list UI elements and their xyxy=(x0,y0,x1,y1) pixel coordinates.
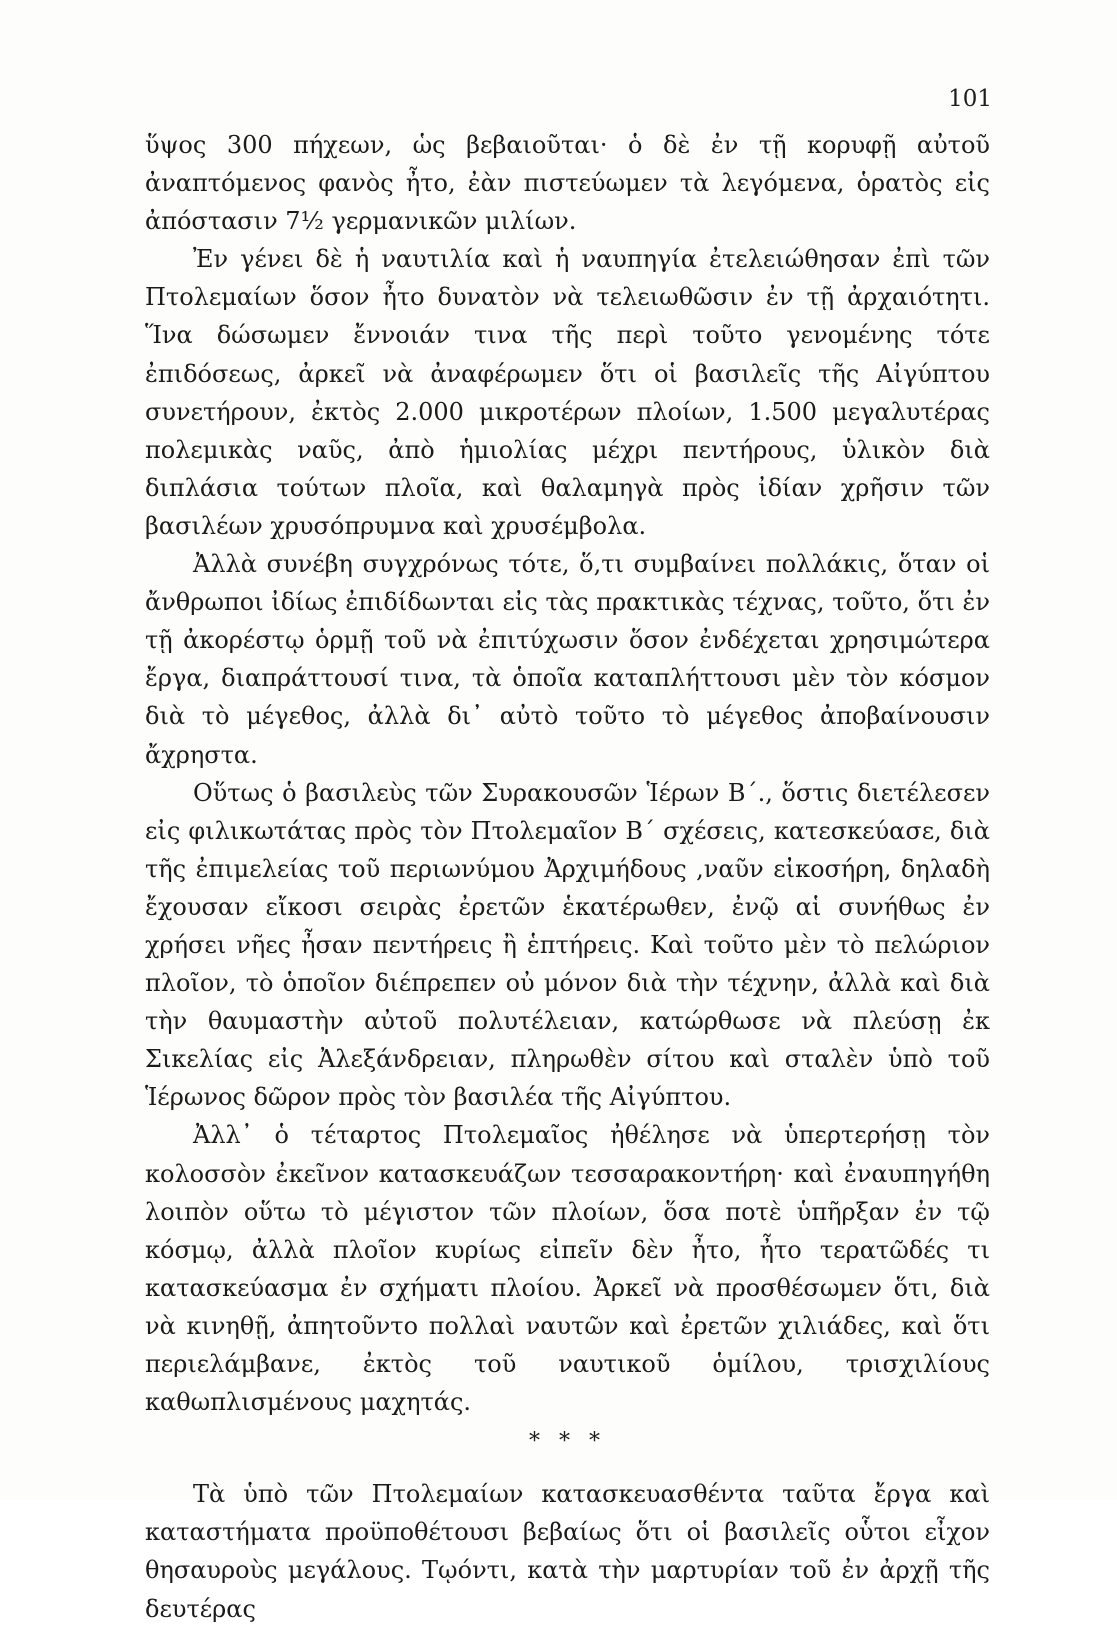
paragraph-2: Ἐν γένει δὲ ἡ ναυτιλία καὶ ἡ ναυπηγία ἐτελειώθησαν ἐπὶ τῶν Πτολεμαίων ὅσον ἦτο δυνατὸν νὰ τελειωθῶσιν ἐν τῇ ἀρχαιότητι. Ἵνα δώσωμεν ἔννοιάν τινα τῆς περὶ τοῦτο γενομένης τότε ἐπιδόσεως, ἀρκεῖ νὰ ἀναφέρωμεν ὅτι οἱ βασιλεῖς τῆς Αἰγύπτου συνετήρουν, ἐκτὸς 2.000 μικροτέρων πλοίων, 1.500 μεγαλυτέρας πολεμικὰς ναῦς, ἀπὸ ἡμιολίας μέχρι πεντήρους, ὑλικὸν διὰ διπλάσια τούτων πλοῖα, καὶ θαλαμηγὰ πρὸς ἰδίαν χρῆσιν τῶν βασιλέων χρυσόπρυμνα καὶ χρυσέμβολα. xyxy=(145,245,990,540)
paragraph-3: Ἀλλὰ συνέβη συγχρόνως τότε, ὅ,τι συμβαίνει πολλάκις, ὅταν οἱ ἄνθρωποι ἰδίως ἐπιδίδωνται εἰς τὰς πρακτικὰς τέχνας, τοῦτο, ὅτι ἐν τῇ ἀκορέστῳ ὁρμῇ τοῦ νὰ ἐπιτύχωσιν ὅσον ἐνδέχεται χρησιμώτερα ἔργα, διαπράττουσί τινα, τὰ ὁποῖα καταπλήττουσι μὲν τὸν κόσμον διὰ τὸ μέγεθος, ἀλλὰ δι᾽ αὐτὸ τοῦτο τὸ μέγεθος ἀποβαίνουσιν ἄχρηστα. xyxy=(145,550,990,769)
body-text xyxy=(145,126,990,1628)
paragraph-4: Οὕτως ὁ βασιλεὺς τῶν Συρακουσῶν Ἱέρων Β΄., ὅστις διετέλεσεν εἰς φιλικωτάτας πρὸς τὸν Πτολεμαῖον Β΄ σχέσεις, κατεσκεύασε, διὰ τῆς ἐπιμελείας τοῦ περιωνύμου Ἀρχιμήδους ,ναῦν εἰκοσήρη, δηλαδὴ ἔχουσαν εἴκοσι σειρὰς ἐρετῶν ἑκατέρωθεν, ἐνῷ αἱ συνήθως ἐν χρήσει νῆες ἦσαν πεντήρεις ἢ ἑπτήρεις. Καὶ τοῦτο μὲν τὸ πελώριον πλοῖον, τὸ ὁποῖον διέπρεπεν οὐ μόνον διὰ τὴν τέχνην, ἀλλὰ καὶ διὰ τὴν θαυμαστὴν αὐτοῦ πολυτέλειαν, κατώρθωσε νὰ πλεύσῃ ἐκ Σικελίας εἰς Ἀλεξάνδρειαν, πληρωθὲν σίτου καὶ σταλὲν ὑπὸ τοῦ Ἱέρωνος δῶρον πρὸς τὸν βασιλέα τῆς Αἰγύπτου. xyxy=(145,778,990,1112)
paragraph-5: Ἀλλ᾽ ὁ τέταρτος Πτολεμαῖος ἠθέλησε νὰ ὑπερτερήσῃ τὸν κολοσσὸν ἐκεῖνον κατασκευάζων τεσσαρακοντήρη· καὶ ἐναυπηγήθη λοιπὸν οὕτω τὸ μέγιστον τῶν πλοίων, ὅσα ποτὲ ὑπῆρξαν ἐν τῷ κόσμῳ, ἀλλὰ πλοῖον κυρίως εἰπεῖν δὲν ἦτο, ἦτο τερατῶδές τι κατασκεύασμα ἐν σχήματι πλοίου. Ἀρκεῖ νὰ προσθέσωμεν ὅτι, διὰ νὰ κινηθῇ, ἀπητοῦντο πολλαὶ ναυτῶν καὶ ἐρετῶν χιλιάδες, καὶ ὅτι περιελάμβανε, ἐκτὸς τοῦ ναυτικοῦ ὁμίλου, τρισχιλίους καθωπλισμένους μαχητάς. xyxy=(145,1121,990,1417)
section-separator: * * * xyxy=(529,1429,606,1455)
closing-paragraph: Τὰ ὑπὸ τῶν Πτολεμαίων κατασκευασθέντα ταῦτα ἔργα καὶ καταστήματα προϋποθέτουσι βεβαίως ὅτι οἱ βασιλεῖς οὗτοι εἶχον θησαυροὺς μεγάλους. Τῳόντι, κατὰ τὴν μαρτυρίαν τοῦ ἐν ἀρχῇ τῆς δευτέρας xyxy=(145,1480,990,1623)
paragraph-1: ὕψος 300 πήχεων, ὡς βεβαιοῦται· ὁ δὲ ἐν τῇ κορυφῇ αὐτοῦ ἀναπτόμενος φανὸς ἦτο, ἐὰν πιστεύωμεν τὰ λεγόμενα, ὁρατὸς εἰς ἀπόστασιν 7½ γερμανικῶν μιλίων. xyxy=(145,131,990,236)
page-number: 101 xyxy=(948,86,992,112)
